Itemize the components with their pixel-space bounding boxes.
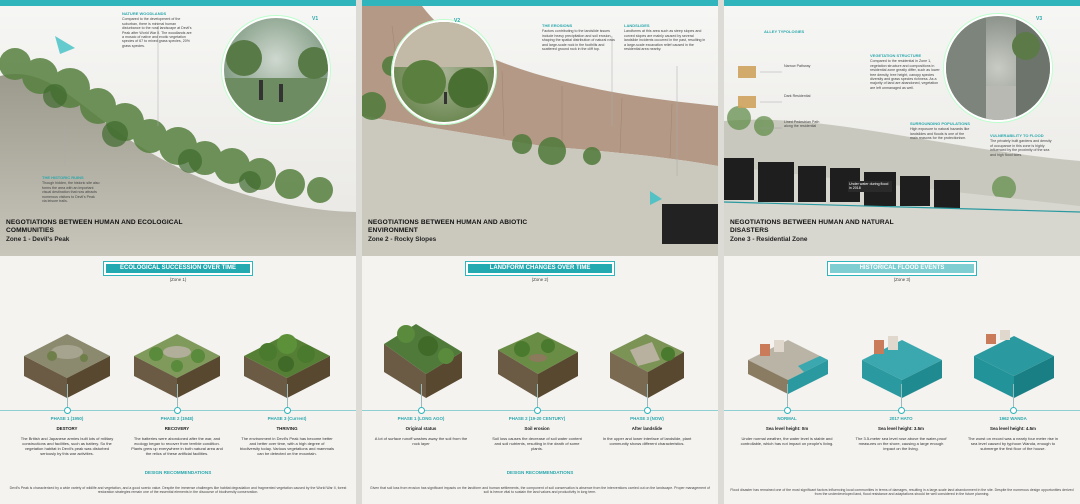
zone3-panel (724, 0, 1080, 504)
view-tag: V3 (1036, 16, 1043, 22)
flood-label: Under water during flood in 2018 (848, 181, 892, 192)
annotation-flood-vulnerability: VULNERABILITY TO FLOOD The privately built gardens and density of occupance in this zone is highly influenced by the proximity of the sea and high flood tides. (990, 133, 1052, 157)
timeline-dot (644, 407, 651, 414)
design-recommendations-title: DESIGN RECOMMENDATIONS (506, 470, 574, 475)
zone3-photo-inset (944, 14, 1052, 122)
panel-topic-title: NEGOTIATIONS BETWEEN HUMAN AND NATURAL DISASTERS (730, 219, 894, 234)
zone3-section-illustration (724, 6, 1080, 256)
phase-item: PHASE 1 (LONG AGO) Original status A lot of surface runoff washes away the soil from the rock layer (374, 416, 468, 446)
phase-item: PHASE 1 (1950) DESTORY The British and Japanese armies built lots of military constructions and facilities, such as battery. So the vegetation habitat in Devil's peak was disturbed seriously by this war activities. (20, 416, 114, 456)
zone1-photo-inset (222, 16, 330, 124)
zone3-timeline-section (724, 256, 1080, 504)
design-recommendations-text: Flood disaster has remained one of the most significant factors influencing local communities in terms of damages, resulting in a large-scale land abandonment in the site. Despite the numerous design opportunities derived from the underdeveloped land, flood resistance and adaptations should be well considered in the future planning. (730, 488, 1074, 497)
section-banner: HISTORICAL FLOOD EVENTS (827, 261, 977, 276)
annotation-nature-woodlands: NATURE WOODLANDS Compared to the development of the suburban, there is minimal human disturbance to the rural landscape at Devil's Peak after World War II. The woodlands are a mosaic of native and exotic vegetation species of 67 to mixed grass species, 20% grass species. (122, 11, 192, 48)
timeline-dot (418, 407, 425, 414)
view-tag: V1 (312, 16, 319, 22)
view-tag: V2 (454, 18, 461, 24)
alley-label: Dark Residential (784, 94, 811, 98)
zone2-panel (362, 0, 718, 504)
annotation-erosions: THE EROSIONS Factors contributing to the landslide issues include heavy precipitation and soil erosion, shaping the spatial distribution of natural rows and large-scale rock in the foothills and scattered ground rock in the cliff top. (542, 23, 615, 52)
timeline-dot (534, 407, 541, 414)
annotation-surrounding-populations: SURROUNDING POPULATIONS High exposure to natural hazards like landslides and floods is one of the main reasons for the protectionism. (910, 121, 970, 141)
zone-name: Zone 1 - Devil's Peak (6, 236, 70, 243)
zone2-timeline-section (362, 256, 718, 504)
section-banner: LANDFORM CHANGES OVER TIME (465, 261, 615, 276)
panel-topic-title: NEGOTIATIONS BETWEEN HUMAN AND ABIOTIC ENVIRONMENT (368, 219, 528, 234)
zone2-section-illustration (362, 6, 718, 256)
zone-name: Zone 3 - Residential Zone (730, 236, 808, 243)
annotation-landslides: LANDSLIDES Landforms at this area such as steep slopes and curved slopes are mainly caused by several landslide incidents occurred in the past, resulting in a large-scale excavation relief caused in the residential area nearby. (624, 23, 706, 52)
zone1-panel (0, 0, 356, 504)
annotation-historic-ruins: THE HISTORIC RUINS Though hidden, the historic site also forms the area with an important visual destination that now attracts numerous visitors to Devil's Peak via leisure trails. (42, 175, 100, 204)
annotation-vegetation-structure: VEGETATION STRUCTURE Compared to the residential in Zone 1, vegetation structure and compositions in residential zone greatly differ, such as lower tree density, tree height, canopy species diversity and grass species richness. As a majority of land are abandoned, vegetation are left unmanaged as well. (870, 53, 940, 90)
timeline-dot (1010, 407, 1017, 414)
zone1-timeline-section (0, 256, 356, 504)
section-banner: ECOLOGICAL SUCCESSION OVER TIME (103, 261, 253, 276)
zone-tag: (Zone 2) (531, 277, 549, 282)
zone-name: Zone 2 - Rocky Slopes (368, 236, 437, 243)
phase-item: PHASE 2 (19-20 CENTURY) Soil erosion Soil loss causes the decrease of soil water content and soil nutrients, resulting in the death of some plants. (492, 416, 582, 451)
timeline-dot (898, 407, 905, 414)
zone2-photo-inset (392, 20, 496, 124)
phase-item: 2017 HATO Sea level height: 3.5m The 3.5-meter sea level rose above the water-proof measures on the shore, causing a large enough impact on the living. (855, 416, 947, 451)
zone-tag: (Zone 1) (169, 277, 187, 282)
phase-item: PHASE 2 (1948) RECOVERY The batteries were abondoned after the war, and ecology began to recover from terrible condition. Plants grew up everywhere in both natural area and the relics of these artificial facilities. (131, 416, 223, 456)
view-marker-icon (55, 36, 75, 54)
phase-item: PHASE 3 (Current) THRIVING The environment in Devil's Peak has become better and better over time, with a high degree of biodiversity today. Various vegetations and mammals can be detected on the mountain. (240, 416, 334, 456)
alley-label: Narrow Pathway (784, 64, 811, 68)
timeline-dot (174, 407, 181, 414)
zone-tag: (Zone 3) (893, 277, 911, 282)
design-recommendations-text: Given that soil loss from erosion has significant impacts on the landform and human settlements, the component of soil conservation is absence from the interventions carried out on the landscape. Proper management of soil is hence vital to sustain the land values and productivity in long term. (370, 486, 710, 495)
alley-label: Lined Pedestrian Path along the residential (784, 120, 820, 129)
timeline-dot (64, 407, 71, 414)
annotation-alley-typologies: ALLEY TYPOLOGIES (764, 29, 805, 34)
zone1-section-illustration (0, 6, 356, 256)
phase-item: 1962 WANDA Sea level height: 4.5m The worst on record was a nearly four meter rise in sea level caused by typhoon Wanda, enough to submerge the first floor of the house. (967, 416, 1059, 451)
design-recommendations-title: DESIGN RECOMMENDATIONS (144, 470, 212, 475)
phase-item: PHASE 3 (NOW) After landslide In the upper and lower interface of landslide, plant community shows different characteristics. (602, 416, 692, 446)
phase-item: NORMAL Sea level height: 0m Under normal weather, the water level is stable and controllable, which has not impact on people's living. (740, 416, 834, 446)
panel-topic-title: NEGOTIATIONS BETWEEN HUMAN AND ECOLOGICAL COMMUNITIES (6, 219, 183, 234)
timeline-dot (284, 407, 291, 414)
timeline-dot (784, 407, 791, 414)
design-recommendations-text: Devil's Peak is characterized by a wide variety of wildlife and vegetation, and a good scenic value. Despite the immense challenges like habitat degradation and fragmented vegetation caused by the World War II, forest restoration strategies remain one of the essential elements in the discourse of biodiversity conservation. (9, 486, 347, 495)
